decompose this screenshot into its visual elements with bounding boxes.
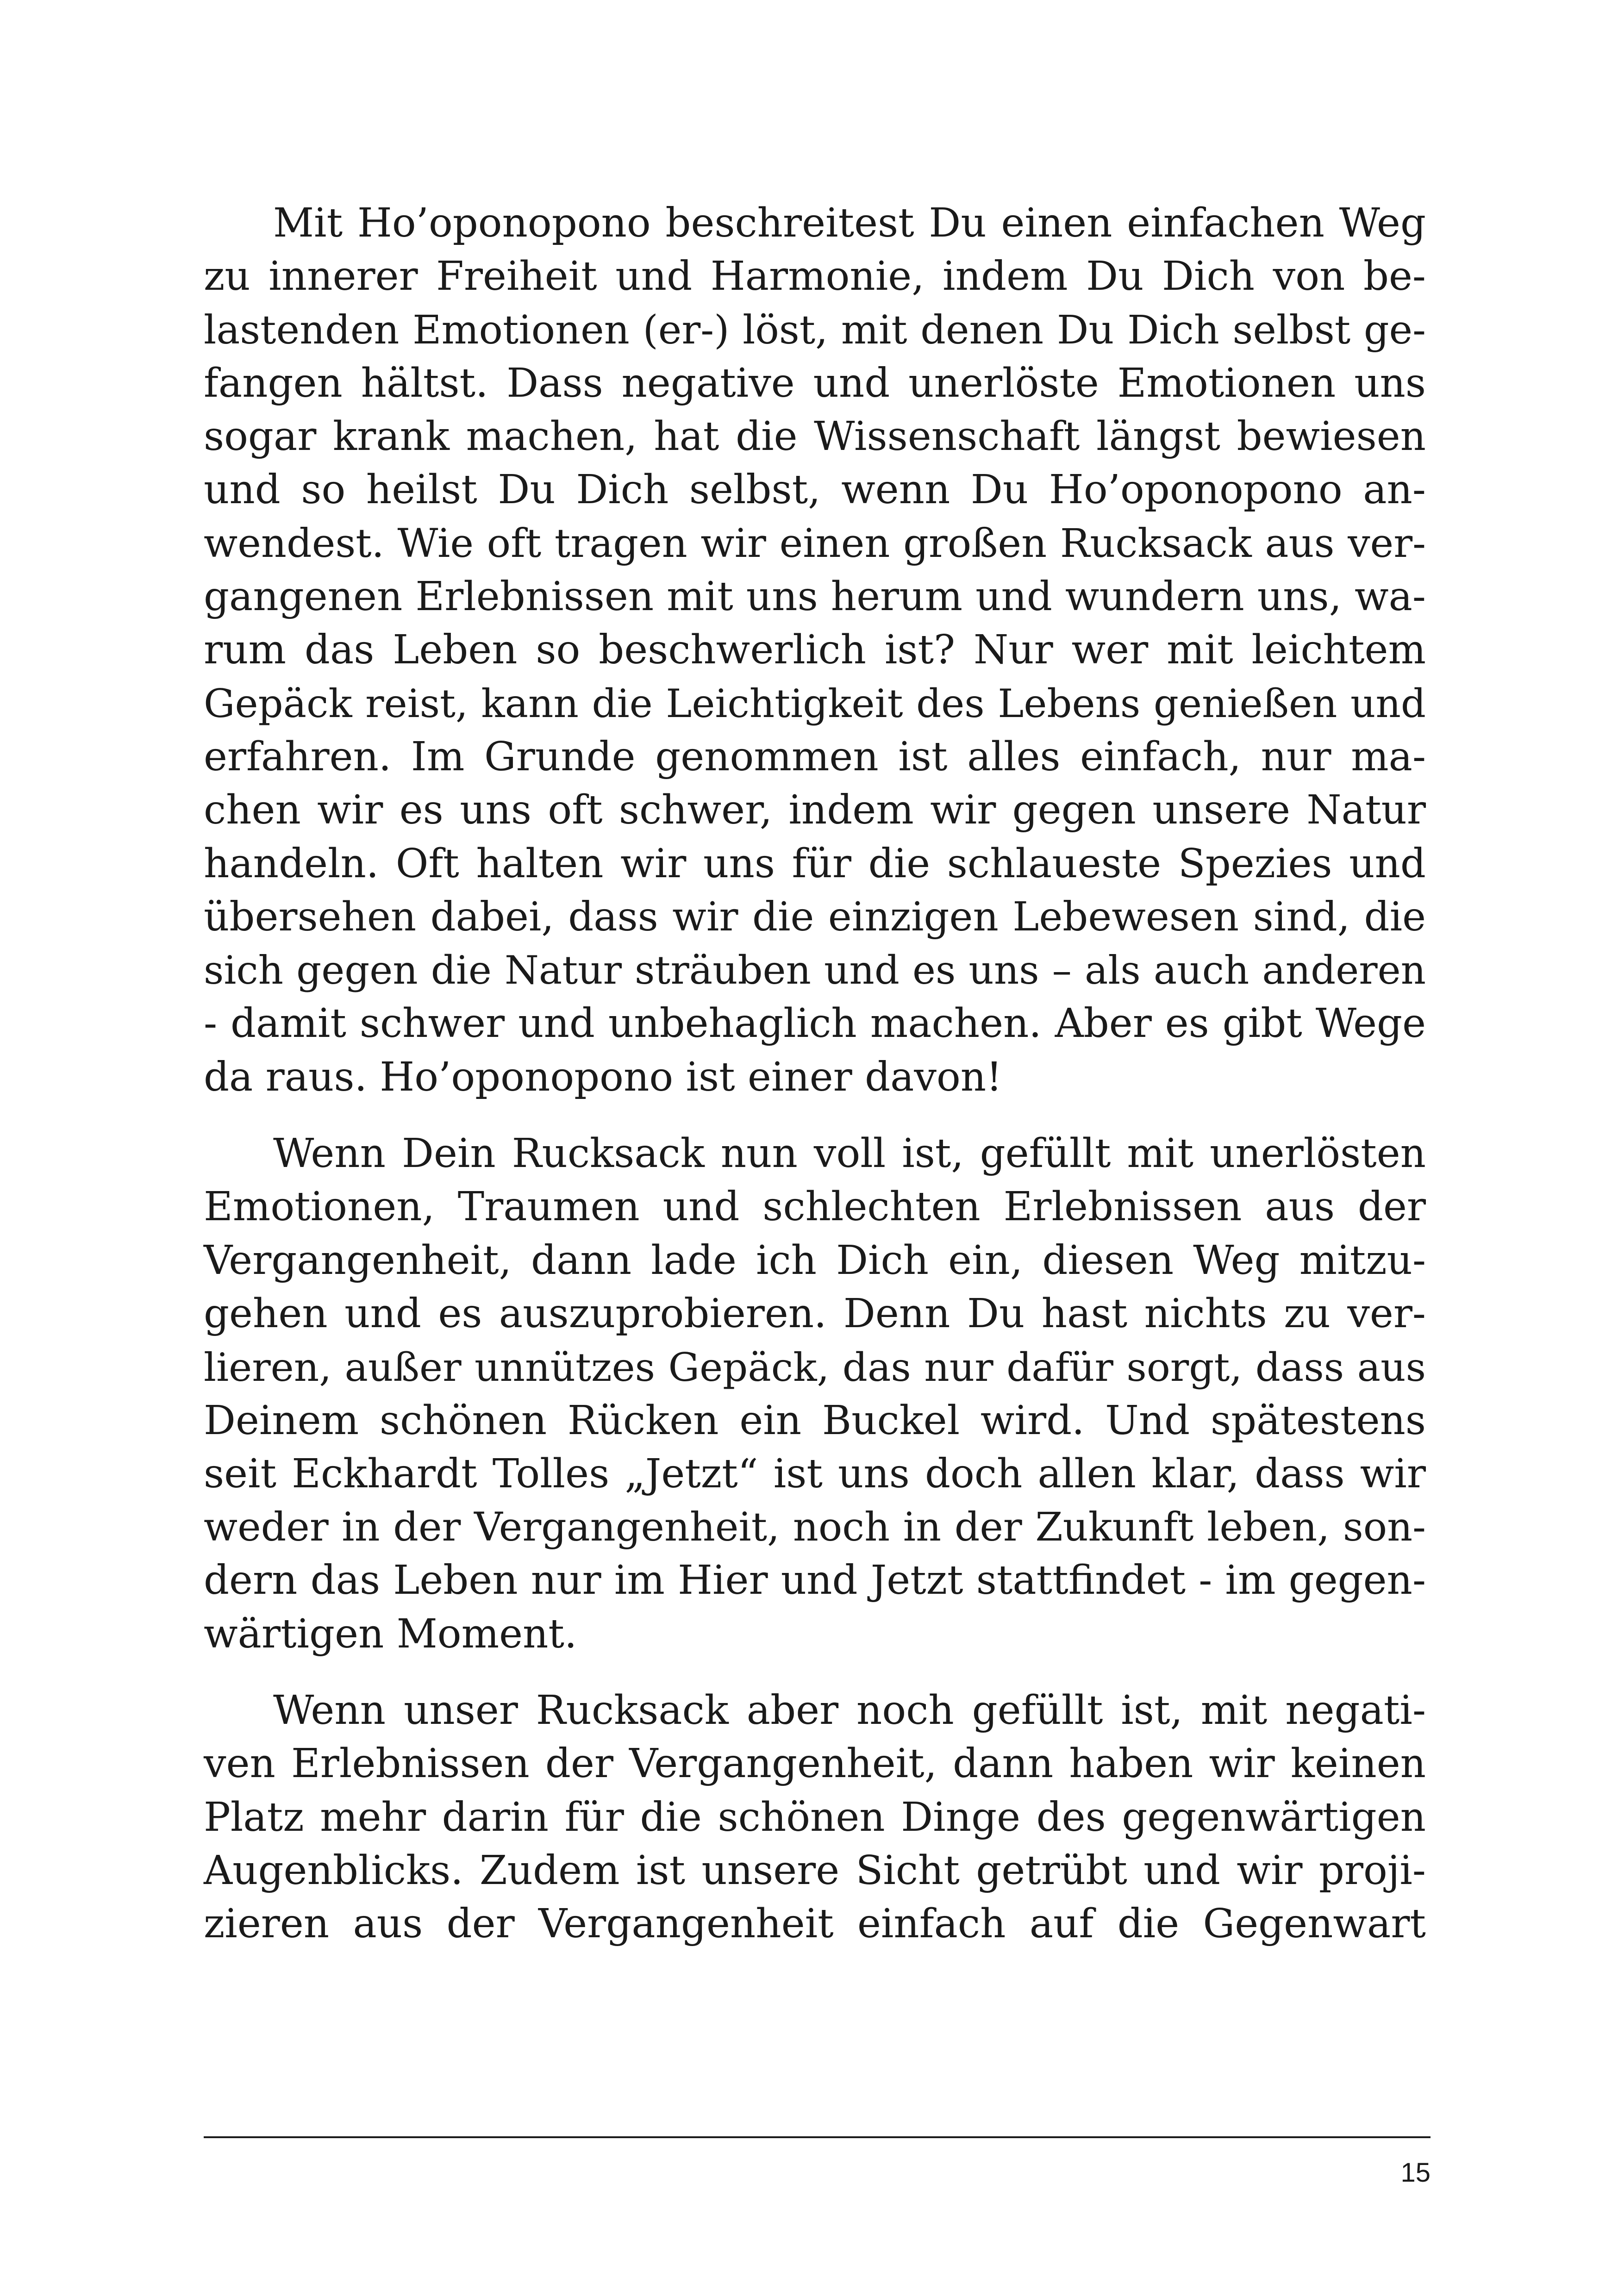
text-line: handeln. Oft halten wir uns für die schlaueste Spezies und: [204, 840, 1426, 887]
body-text: [204, 197, 1426, 1951]
text-line: lastenden Emotionen (er-) löst, mit denen Du Dich selbst ge-: [204, 307, 1426, 353]
text-line: wendest. Wie oft tragen wir einen großen Rucksack aus ver-: [204, 520, 1426, 567]
text-line: gangenen Erlebnissen mit uns herum und wundern uns, wa-: [204, 574, 1426, 620]
page-number: 15: [1400, 2158, 1431, 2188]
text-line: erfahren. Im Grunde genommen ist alles einfach, nur ma-: [204, 733, 1426, 780]
paragraph-gap: [204, 1661, 1426, 1684]
text-line: sich gegen die Natur sträuben und es uns – als auch anderen: [204, 948, 1426, 993]
text-line: ven Erlebnissen der Vergangenheit, dann haben wir keinen: [204, 1741, 1426, 1787]
footer-rule: [204, 2136, 1431, 2138]
text-line: Wenn unser Rucksack aber noch gefüllt ist, mit negati-: [273, 1687, 1426, 1734]
text-line: lieren, außer unnützes Gepäck, das nur dafür sorgt, dass aus: [204, 1344, 1426, 1391]
text-line: weder in der Vergangenheit, noch in der Zukunft leben, son-: [204, 1504, 1426, 1551]
text-line: Deinem schönen Rücken ein Buckel wird. Und spätestens: [204, 1397, 1426, 1444]
text-line: wärtigen Moment.: [204, 1610, 577, 1657]
text-line: dern das Leben nur im Hier und Jetzt stattfindet - im gegen-: [204, 1557, 1426, 1604]
text-line: Augenblicks. Zudem ist unsere Sicht getrübt und wir proji-: [204, 1847, 1426, 1894]
paragraph-gap: [204, 1104, 1426, 1127]
text-line: Vergangenheit, dann lade ich Dich ein, diesen Weg mitzu-: [204, 1237, 1426, 1284]
text-line: sogar krank machen, hat die Wissenschaft längst bewiesen: [204, 413, 1426, 460]
text-line: zu innerer Freiheit und Harmonie, indem Du Dich von be-: [204, 253, 1426, 300]
text-line: übersehen dabei, dass wir die einzigen Lebewesen sind, die: [204, 893, 1426, 940]
text-line: Wenn Dein Rucksack nun voll ist, gefüllt mit unerlösten: [273, 1130, 1426, 1177]
text-line: Platz mehr darin für die schönen Dinge des gegenwärtigen: [204, 1794, 1426, 1841]
text-line: Mit Ho’oponopono beschreitest Du einen einfachen Weg: [273, 200, 1426, 246]
text-line: da raus. Ho’oponopono ist einer davon!: [204, 1054, 1002, 1100]
text-line: Emotionen, Traumen und schlechten Erlebnissen aus der: [204, 1184, 1426, 1230]
text-line: seit Eckhardt Tolles „Jetzt“ ist uns doch allen klar, dass wir: [204, 1450, 1426, 1497]
text-line: Gepäck reist, kann die Leichtigkeit des Lebens genießen und: [204, 680, 1426, 726]
text-line: und so heilst Du Dich selbst, wenn Du Ho’oponopono an-: [204, 467, 1426, 513]
text-line: rum das Leben so beschwerlich ist? Nur wer mit leichtem: [204, 627, 1426, 674]
text-line: zieren aus der Vergangenheit einfach auf die Gegenwart: [204, 1901, 1426, 1947]
text-line: - damit schwer und unbehaglich machen. Aber es gibt Wege: [204, 1000, 1426, 1047]
text-line: chen wir es uns oft schwer, indem wir gegen unsere Natur: [204, 787, 1426, 834]
text-line: gehen und es auszuprobieren. Denn Du hast nichts zu ver-: [204, 1290, 1426, 1337]
text-line: fangen hältst. Dass negative und unerlöste Emotionen uns: [204, 360, 1426, 406]
